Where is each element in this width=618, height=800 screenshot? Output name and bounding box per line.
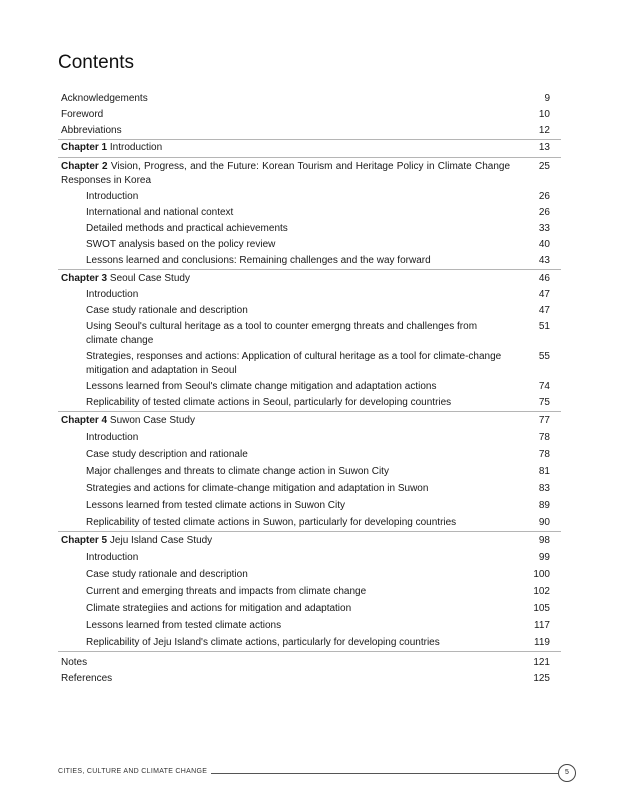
toc-entry-page: 9: [544, 93, 550, 104]
toc-section-chapter: [58, 140, 561, 158]
toc-chapter-label: [58, 534, 520, 548]
toc-back-row: [58, 652, 561, 671]
toc-entry-page: 99: [538, 551, 550, 563]
chapter-number: Chapter 2: [61, 161, 108, 172]
chapter-title: Seoul Case Study: [109, 273, 190, 284]
toc-subentry-row: [58, 566, 561, 583]
toc-section-back: [58, 652, 561, 687]
toc-entry-page: 81: [538, 465, 550, 477]
toc-entry-label: Introduction: [86, 191, 139, 202]
toc-entry-page: 77: [538, 415, 550, 426]
toc-entry-page: 78: [538, 431, 550, 443]
toc-entry-label: References: [61, 673, 113, 684]
toc-chapter-row: [58, 532, 561, 549]
toc-chapter-row: [58, 158, 561, 189]
toc-entry-label: Major challenges and threats to climate change action in Suwon City: [86, 465, 389, 477]
toc-subentry-row: [58, 583, 561, 600]
toc-entry-label: Detailed methods and practical achievements: [86, 223, 288, 234]
toc-subentry-row: [58, 514, 561, 531]
toc-subentry-row: [58, 497, 561, 514]
toc-chapter-label: [58, 141, 520, 155]
chapter-title: Vision, Progress, and the Future: Korean Tourism and Heritage Policy in Climate Change Responses in Korea: [61, 161, 511, 186]
toc-entry-label: Acknowledgements: [61, 93, 148, 104]
toc-entry-label: Lessons learned from Seoul's climate change mitigation and adaptation actions: [86, 381, 437, 392]
toc-subentry-row: [58, 634, 561, 651]
toc-entry-label: Lessons learned and conclusions: Remaining challenges and the way forward: [86, 255, 431, 266]
toc-front-row: [58, 91, 561, 107]
chapter-title: Suwon Case Study: [109, 415, 195, 426]
toc-entry-label: Current and emerging threats and impacts from climate change: [86, 585, 367, 597]
toc-entry-label: Lessons learned from tested climate actions in Suwon City: [86, 499, 346, 511]
toc-entry-page: 74: [538, 381, 550, 392]
toc-section-chapter: [58, 412, 561, 532]
toc-entry-page: 10: [538, 109, 550, 120]
toc-chapter-row: [58, 412, 561, 429]
toc-entry-label: Abbreviations: [61, 125, 122, 136]
toc-entry-page: 75: [538, 397, 550, 408]
chapter-number: Chapter 1: [61, 142, 108, 153]
toc-entry-label: Introduction: [86, 551, 139, 563]
toc-subentry-row: [58, 221, 561, 237]
toc-chapter-row: [58, 270, 561, 287]
toc-subentry-row: [58, 189, 561, 205]
toc-entry-page: 105: [533, 602, 550, 614]
toc-subentry-row: [58, 446, 561, 463]
toc-section-chapter: [58, 270, 561, 412]
page-title: Contents: [58, 52, 135, 73]
toc-entry-label: Strategies, responses and actions: Application of cultural heritage as a tool for climate-change mitigation and adaptation in Seoul: [86, 351, 502, 376]
toc-front-row: [58, 107, 561, 123]
toc-subentry-row: [58, 429, 561, 446]
toc-entry-page: 55: [538, 351, 550, 362]
toc-entry-label: Introduction: [86, 289, 139, 300]
toc-entry-page: 47: [538, 289, 550, 300]
toc-entry-page: 12: [538, 125, 550, 136]
chapter-number: Chapter 5: [61, 535, 108, 546]
toc-subentry-row: [58, 303, 561, 319]
toc-entry-label: Climate strategiies and actions for mitigation and adaptation: [86, 602, 352, 614]
toc-chapter-label: [58, 160, 520, 188]
toc-entry-label: SWOT analysis based on the policy review: [86, 239, 276, 250]
toc-chapter-label: [58, 414, 520, 428]
toc-entry-page: 98: [538, 535, 550, 546]
toc-entry-label: Lessons learned from tested climate actions: [86, 619, 282, 631]
toc-entry-page: 13: [538, 142, 550, 153]
toc-subentry-row: [58, 319, 561, 349]
toc-section-chapter: [58, 158, 561, 270]
toc-entry-label: International and national context: [86, 207, 234, 218]
toc-entry-label: Case study description and rationale: [86, 448, 248, 460]
toc-entry-page: 100: [533, 568, 550, 580]
toc-entry-page: 121: [533, 657, 550, 668]
toc-entry-page: 90: [538, 516, 550, 528]
toc-entry-label: Replicability of Jeju Island's climate actions, particularly for developing countries: [86, 636, 440, 648]
toc-entry-label: Replicability of tested climate actions in Suwon, particularly for developing countries: [86, 516, 457, 528]
toc-entry-page: 43: [538, 255, 550, 266]
toc-entry-page: 117: [534, 619, 550, 631]
page-number-badge: 5: [558, 764, 576, 782]
toc-subentry-row: [58, 253, 561, 269]
toc-entry-page: 26: [538, 207, 550, 218]
footer-title: CITIES, CULTURE AND CLIMATE CHANGE: [58, 768, 208, 775]
toc-entry-label: Introduction: [86, 431, 139, 443]
toc-subentry-row: [58, 600, 561, 617]
footer-rule: [211, 773, 558, 774]
toc-front-row: [58, 123, 561, 139]
toc-entry-label: Foreword: [61, 109, 104, 120]
toc-entry-page: 125: [533, 673, 550, 684]
toc-entry-label: Using Seoul's cultural heritage as a tool to counter emergng threats and challenges from climate change: [86, 321, 478, 346]
toc-subentry-row: [58, 395, 561, 411]
toc-entry-label: Notes: [61, 657, 88, 668]
toc-entry-page: 40: [538, 239, 550, 250]
toc-entry-label: Strategies and actions for climate-change mitigation and adaptation in Suwon: [86, 482, 429, 494]
chapter-title: Jeju Island Case Study: [109, 535, 213, 546]
chapter-title: Introduction: [109, 142, 163, 153]
toc-subentry-row: [58, 237, 561, 253]
toc-subentry-row: [58, 549, 561, 566]
toc-chapter-label: [58, 272, 520, 286]
toc-subentry-row: [58, 463, 561, 480]
chapter-number: Chapter 3: [61, 273, 108, 284]
toc-chapter-row: [58, 140, 561, 157]
page-footer: [58, 764, 576, 782]
toc-entry-label: Case study rationale and description: [86, 305, 248, 316]
toc-entry-page: 89: [538, 499, 550, 511]
toc-entry-page: 47: [538, 305, 550, 316]
toc-entry-page: 26: [538, 191, 550, 202]
toc-subentry-row: [58, 617, 561, 634]
toc-subentry-row: [58, 480, 561, 497]
toc-section-front: [58, 91, 561, 140]
toc-subentry-row: [58, 205, 561, 221]
toc-entry-page: 33: [538, 223, 550, 234]
toc-subentry-row: [58, 287, 561, 303]
toc-subentry-row: [58, 379, 561, 395]
toc-entry-page: 25: [538, 161, 550, 172]
chapter-number: Chapter 4: [61, 415, 108, 426]
toc-subentry-row: [58, 349, 561, 379]
toc-entry-label: Replicability of tested climate actions in Seoul, particularly for developing countries: [86, 397, 452, 408]
toc-entry-label: Case study rationale and description: [86, 568, 248, 580]
toc-entry-page: 83: [538, 482, 550, 494]
toc-entry-page: 119: [534, 636, 550, 648]
toc-entry-page: 78: [538, 448, 550, 460]
toc-back-row: [58, 671, 561, 687]
toc-entry-page: 102: [533, 585, 550, 597]
toc-section-chapter: [58, 532, 561, 652]
table-of-contents: [58, 91, 561, 687]
toc-entry-page: 51: [538, 321, 550, 332]
toc-entry-page: 46: [538, 273, 550, 284]
